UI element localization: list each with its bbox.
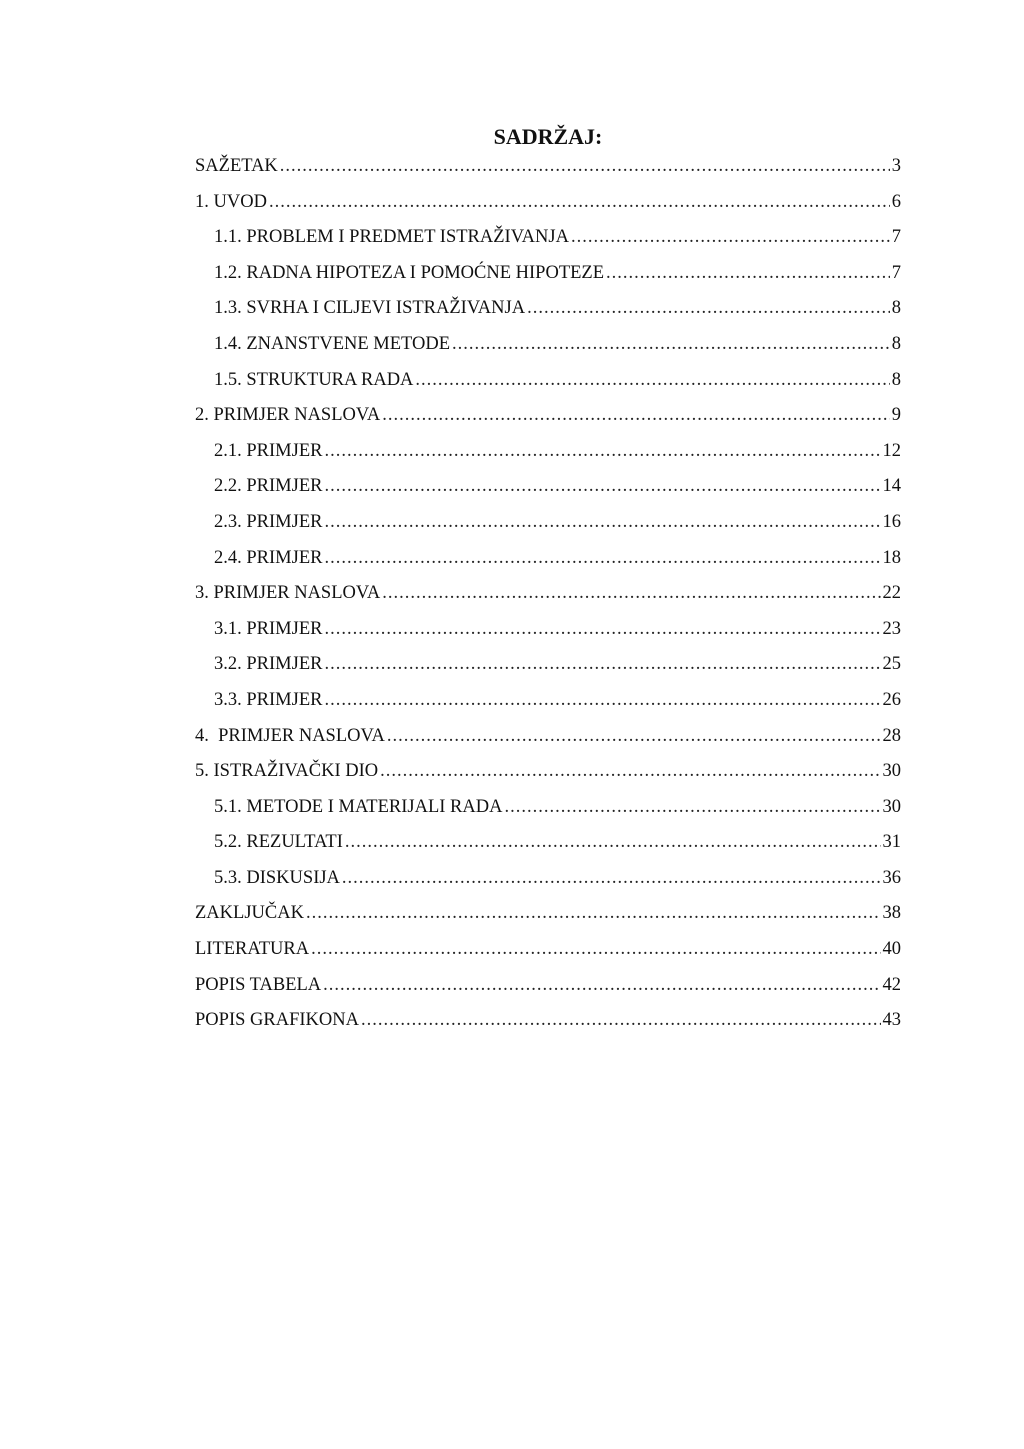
dot-leader <box>571 223 890 251</box>
toc-entry-page: 16 <box>882 511 901 532</box>
toc-entry[interactable] <box>195 508 901 544</box>
toc-entry-page: 31 <box>882 832 901 853</box>
toc-entry-page: 30 <box>882 796 901 817</box>
toc-entry[interactable] <box>195 899 901 935</box>
toc-entry-label: 1.3. SVRHA I CILJEVI ISTRAŽIVANJA <box>214 298 526 319</box>
toc-entry[interactable] <box>195 152 901 188</box>
dot-leader <box>382 401 890 429</box>
toc-entry[interactable] <box>195 971 901 1007</box>
toc-entry-label: POPIS GRAFIKONA <box>195 1010 359 1031</box>
toc-entry[interactable] <box>195 793 901 829</box>
toc-entry[interactable] <box>195 686 901 722</box>
toc-entry-page: 3 <box>891 156 901 176</box>
toc-entry-page: 7 <box>891 227 901 248</box>
toc-entry[interactable] <box>195 757 901 793</box>
toc-entry[interactable] <box>195 615 901 651</box>
toc-entry[interactable] <box>195 650 901 686</box>
toc-entry[interactable] <box>195 828 901 864</box>
dot-leader <box>324 437 880 465</box>
toc-entry[interactable] <box>195 722 901 758</box>
toc-entry-page: 25 <box>882 654 901 675</box>
toc-entry-label: 3.2. PRIMJER <box>214 654 323 675</box>
toc-title: SADRŽAJ: <box>493 124 603 149</box>
toc-entry-label: ZAKLJUČAK <box>195 903 304 924</box>
toc-entry[interactable] <box>195 544 901 580</box>
toc-entry-page: 23 <box>882 618 901 639</box>
dot-leader <box>324 544 880 572</box>
toc-entry-page: 7 <box>891 262 901 283</box>
toc-entry-label: 3.1. PRIMJER <box>214 618 323 639</box>
toc-entry-page: 43 <box>882 1010 901 1031</box>
toc-entry-label: 3.3. PRIMJER <box>214 689 323 710</box>
dot-leader <box>527 294 890 322</box>
toc-entry-page: 6 <box>891 191 901 212</box>
dot-leader <box>269 188 890 216</box>
toc-entry-page: 22 <box>882 583 901 604</box>
dot-leader <box>280 152 890 180</box>
toc-entry[interactable] <box>195 935 901 971</box>
toc-entry-label: 5.3. DISKUSIJA <box>214 867 340 888</box>
toc-entry-page: 30 <box>882 761 901 782</box>
toc-entry-page: 9 <box>891 405 901 426</box>
toc-entry[interactable] <box>195 223 901 259</box>
dot-leader <box>415 366 889 394</box>
toc-entry[interactable] <box>195 437 901 473</box>
dot-leader <box>380 757 880 785</box>
toc-entry-page: 40 <box>882 939 901 960</box>
toc-entry-label: 1.4. ZNANSTVENE METODE <box>214 333 451 354</box>
toc-entry[interactable] <box>195 259 901 295</box>
dot-leader <box>306 899 881 927</box>
toc-entry-page: 14 <box>882 476 901 497</box>
toc-entry-page: 12 <box>882 440 901 461</box>
toc-entry[interactable] <box>195 330 901 366</box>
dot-leader <box>504 793 880 821</box>
toc-entry-label: 2.4. PRIMJER <box>214 547 323 568</box>
toc-entry-label: SAŽETAK <box>195 156 278 176</box>
toc-entry-label: 1.1. PROBLEM I PREDMET ISTRAŽIVANJA <box>214 227 569 248</box>
toc-entry-page: 42 <box>882 974 901 995</box>
dot-leader <box>323 971 880 999</box>
toc-entry-label: 2. PRIMJER NASLOVA <box>195 405 381 426</box>
toc-entry-page: 8 <box>891 369 901 390</box>
toc-entry-label: 2.1. PRIMJER <box>214 440 323 461</box>
dot-leader <box>361 1006 881 1034</box>
toc-entry-label: 5.1. METODE I MATERIJALI RADA <box>214 796 503 817</box>
toc-entry[interactable] <box>195 864 901 900</box>
table-of-contents <box>195 152 901 1042</box>
toc-entry-label: 5.2. REZULTATI <box>214 832 343 853</box>
dot-leader <box>452 330 890 358</box>
dot-leader <box>342 864 881 892</box>
dot-leader <box>324 508 880 536</box>
toc-entry-label: 3. PRIMJER NASLOVA <box>195 583 381 604</box>
dot-leader <box>324 650 880 678</box>
toc-entry[interactable] <box>195 366 901 402</box>
dot-leader <box>324 615 880 643</box>
dot-leader <box>324 686 880 714</box>
toc-entry-page: 26 <box>882 689 901 710</box>
dot-leader <box>324 472 880 500</box>
toc-entry-page: 36 <box>882 867 901 888</box>
toc-entry-label: 1. UVOD <box>195 191 267 212</box>
toc-entry[interactable] <box>195 401 901 437</box>
toc-entry[interactable] <box>195 1006 901 1042</box>
dot-leader <box>387 722 881 750</box>
dot-leader <box>311 935 880 963</box>
toc-entry-page: 38 <box>882 903 901 924</box>
toc-entry-page: 18 <box>882 547 901 568</box>
toc-entry-label: 1.5. STRUKTURA RADA <box>214 369 414 390</box>
toc-entry[interactable] <box>195 472 901 508</box>
toc-entry[interactable] <box>195 294 901 330</box>
toc-entry-label: 2.2. PRIMJER <box>214 476 323 497</box>
toc-entry-page: 8 <box>891 333 901 354</box>
toc-entry-label: POPIS TABELA <box>195 974 322 995</box>
toc-entry[interactable] <box>195 579 901 615</box>
toc-entry-label: 1.2. RADNA HIPOTEZA I POMOĆNE HIPOTEZE <box>214 262 605 283</box>
toc-entry-label: 2.3. PRIMJER <box>214 511 323 532</box>
toc-entry-label: 5. ISTRAŽIVAČKI DIO <box>195 761 379 782</box>
toc-entry-label: LITERATURA <box>195 939 310 960</box>
toc-entry[interactable] <box>195 188 901 224</box>
dot-leader <box>606 259 890 287</box>
toc-entry-page: 28 <box>882 725 901 746</box>
toc-entry-label: 4. PRIMJER NASLOVA <box>195 725 385 746</box>
dot-leader <box>345 828 881 856</box>
toc-entry-page: 8 <box>891 298 901 319</box>
dot-leader <box>382 579 880 607</box>
